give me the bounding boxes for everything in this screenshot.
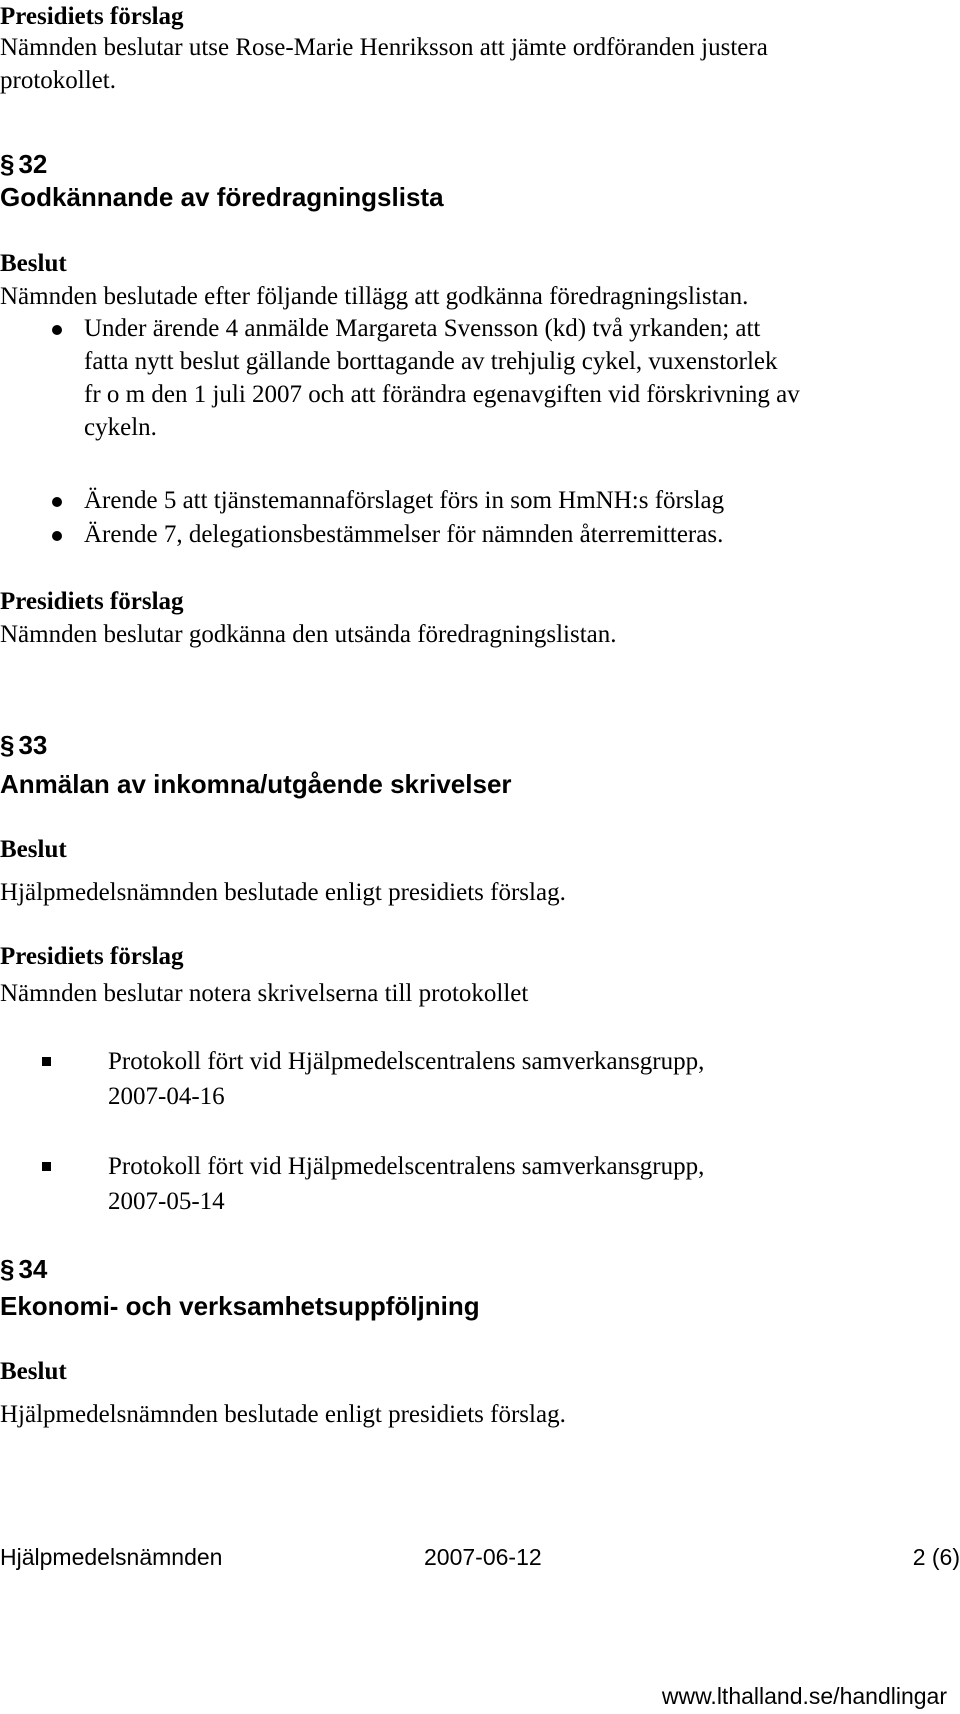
footer-organization: Hjälpmedelsnämnden <box>0 1544 223 1570</box>
presidiets-text: Nämnden beslutar notera skrivelserna till protokollet <box>0 980 529 1007</box>
bullet-icon <box>52 531 62 541</box>
beslut-heading: Beslut <box>0 250 67 277</box>
list-item <box>0 312 960 452</box>
list-item-line: Ärende 5 att tjänstemannaförslaget förs in som HmNH:s förslag <box>84 487 725 514</box>
footer-page-number: 2 (6) <box>912 1544 960 1570</box>
presidiets-heading: Presidiets förslag <box>0 3 184 30</box>
list-item <box>0 1150 960 1220</box>
list-item-line: fr o m den 1 juli 2007 och att förändra egenavgiften vid förskrivning av <box>84 381 800 408</box>
beslut-heading: Beslut <box>0 1358 67 1385</box>
section-number-value: 34 <box>18 1254 48 1284</box>
section-number-value: 33 <box>18 730 48 760</box>
list-item-line: cykeln. <box>84 414 157 441</box>
list-item-line: Protokoll fört vid Hjälpmedelscentralens samverkansgrupp, <box>108 1048 705 1075</box>
list-item-line: fatta nytt beslut gällande borttagande av trehjulig cykel, vuxenstorlek <box>84 348 778 375</box>
beslut-text: Hjälpmedelsnämnden beslutade enligt presidiets förslag. <box>0 879 566 906</box>
bullet-icon <box>52 497 62 507</box>
section-number-value: 32 <box>18 149 48 179</box>
section-mark: § <box>0 730 15 760</box>
beslut-heading: Beslut <box>0 836 67 863</box>
beslut-text: Hjälpmedelsnämnden beslutade enligt presidiets förslag. <box>0 1401 566 1428</box>
footer-url: www.lthalland.se/handlingar <box>661 1683 947 1709</box>
list-item <box>0 484 960 518</box>
section-number <box>0 728 47 762</box>
square-bullet-icon <box>42 1162 51 1171</box>
bullet-icon <box>52 325 62 335</box>
footer-date: 2007-06-12 <box>424 1544 542 1570</box>
section-title: Ekonomi- och verksamhetsuppföljning <box>0 1291 480 1321</box>
section-mark: § <box>0 1254 15 1284</box>
list-item-line: 2007-05-14 <box>108 1188 225 1215</box>
body-text-line: protokollet. <box>0 67 116 94</box>
presidiets-heading: Presidiets förslag <box>0 943 184 970</box>
section-number <box>0 147 47 181</box>
section-title: Godkännande av föredragningslista <box>0 182 444 212</box>
body-text-line: Nämnden beslutar utse Rose-Marie Henriksson att jämte ordföranden justera <box>0 34 768 61</box>
section-mark: § <box>0 149 15 179</box>
beslut-text: Nämnden beslutade efter följande tillägg att godkänna föredragningslistan. <box>0 283 749 310</box>
list-item-line: Under ärende 4 anmälde Margareta Svensson (kd) två yrkanden; att <box>84 315 761 342</box>
section-title: Anmälan av inkomna/utgående skrivelser <box>0 769 512 799</box>
presidiets-text: Nämnden beslutar godkänna den utsända föredragningslistan. <box>0 621 617 648</box>
list-item <box>0 518 960 552</box>
list-item-line: Ärende 7, delegationsbestämmelser för nämnden återremitteras. <box>84 521 724 548</box>
list-item <box>0 1045 960 1115</box>
section-number <box>0 1252 47 1286</box>
list-item-line: 2007-04-16 <box>108 1083 225 1110</box>
square-bullet-icon <box>42 1057 51 1066</box>
list-item-line: Protokoll fört vid Hjälpmedelscentralens samverkansgrupp, <box>108 1153 705 1180</box>
presidiets-heading: Presidiets förslag <box>0 588 184 615</box>
